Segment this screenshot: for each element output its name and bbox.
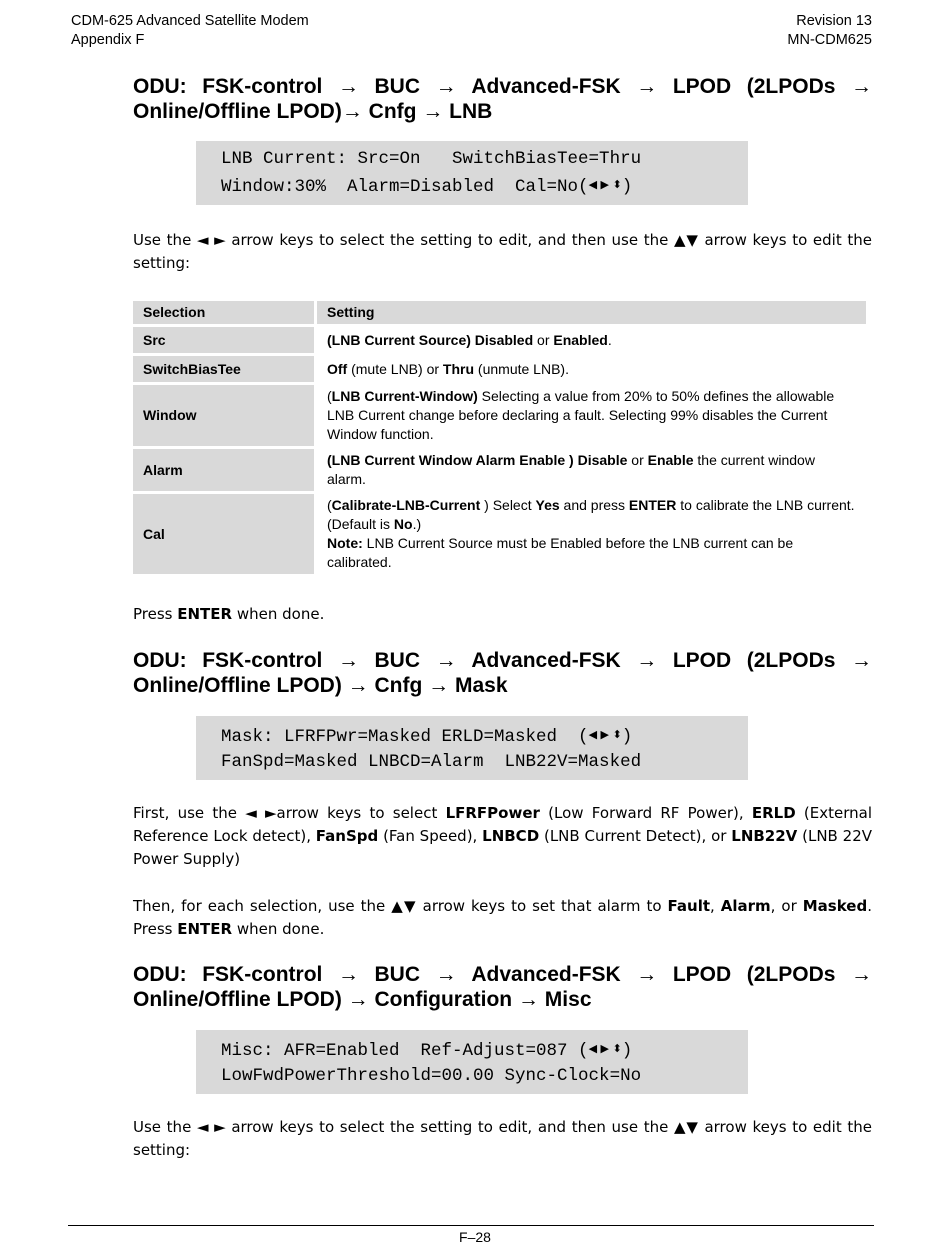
lcd-display-mask [196,716,748,780]
lcd-line: FanSpd=Masked LNBCD=Alarm LNB22V=Masked [221,752,642,772]
selection-cell: Cal [133,494,314,574]
selection-cell: Src [133,327,314,353]
header-left [71,12,309,50]
setting-text: or [533,331,554,348]
table-row [133,494,866,574]
text-run: First, use the ◄ ►arrow keys to select [133,804,446,822]
term-bold: LNBCD [482,827,540,845]
document-title: CDM-625 Advanced Satellite Modem [71,13,309,29]
selection-cell: Alarm [133,449,314,491]
page-number: F–28 [459,1229,491,1245]
setting-bold: ENTER [628,497,677,513]
text-run: (Low Forward RF Power), [539,804,752,822]
header-right [787,12,872,50]
setting-cell [317,327,866,353]
revision-label: Revision 13 [796,13,872,29]
text-run: (LNB 22V Power Supply) [133,827,872,868]
note-label: Note: [327,535,363,551]
setting-bold: LNB Current-Window) [331,388,478,404]
setting-bold: (LNB Current Window Alarm Enable ) Disable [327,452,628,468]
setting-text: (mute LNB) or [347,360,443,377]
setting-bold: Thru [442,360,475,377]
text-run: when done. [232,605,325,623]
lcd-arrows-icon: ◀ ▶ ⬍ [588,1042,622,1055]
setting-cell [317,356,866,382]
lcd-line: LNB Current: Src=On SwitchBiasTee=Thru [221,149,642,169]
text-run: Press [133,605,178,623]
setting-bold: (LNB Current Source) Disabled [327,331,534,348]
setting-text: Selecting a value from 20% to 50% defines the allowable LNB Current change before declaring a fault. Selecting 99% disables the Current Window function. [327,388,835,442]
term-bold: LFRFPower [445,804,540,822]
table-header-row [133,301,866,324]
table-row [133,356,866,382]
appendix-label: Appendix F [71,32,145,48]
setting-cell [317,449,866,491]
term-bold: ERLD [751,804,796,822]
setting-text: ( [327,388,332,404]
term-bold: LNB22V [731,827,798,845]
term-bold: Fault [667,897,711,915]
lcd-arrows-icon: ◀ ▶ ⬍ [588,178,622,191]
selection-cell: SwitchBiasTee [133,356,314,382]
key-label: ENTER [177,920,233,938]
lcd-line: Mask: LFRFPwr=Masked ERLD=Masked ( [221,727,589,747]
text-run: . Press [133,897,872,938]
lcd-line: LowFwdPowerThreshold=00.00 Sync-Clock=No [221,1066,642,1086]
key-label: ENTER [177,605,233,623]
text-run: (External Reference Lock detect), [133,804,872,845]
table-row [133,449,866,491]
mask-select-text [133,802,872,871]
lnb-settings-table [130,298,869,577]
lcd-paren: ) [621,1041,633,1061]
table-row [133,385,866,446]
setting-text: . [607,331,612,348]
cal-description [327,496,856,534]
lcd-line: Misc: AFR=Enabled Ref-Adjust=087 ( [221,1041,589,1061]
setting-text: the current window alarm. [327,452,815,487]
column-header-selection: Selection [133,301,314,324]
section-heading-mask: ODU: FSK-control → BUC → Advanced-FSK → LPOD (2LPODs → Online/Offline LPOD) → Cnfg → Mask [133,649,872,697]
text-run: when done. [232,920,325,938]
lcd-arrows-icon: ◀ ▶ ⬍ [588,728,622,741]
setting-bold: Calibrate-LNB-Current [331,497,481,513]
misc-intro-text: Use the ◄ ► arrow keys to select the setting to edit, and then use the ▲▼ arrow keys to edit the setting: [133,1118,872,1159]
press-enter-text [133,603,872,626]
setting-text: ) Select [480,497,536,513]
setting-text: ( [327,497,332,513]
manual-number: MN-CDM625 [787,32,872,48]
note-text: LNB Current Source must be Enabled before the LNB current can be calibrated. [327,535,794,570]
setting-text: to calibrate the LNB current. (Default is [327,497,855,532]
setting-bold: Enable [647,452,694,468]
term-bold: Masked [802,897,868,915]
text-run: (LNB Current Detect), or [539,827,732,845]
lcd-line: Window:30% Alarm=Disabled Cal=No( [221,177,589,197]
term-bold: FanSpd [315,827,379,845]
setting-text: .) [412,516,422,532]
cal-note [327,534,856,572]
text-run: Then, for each selection, use the ▲▼ arrow keys to set that alarm to [133,897,668,915]
text-run: (Fan Speed), [378,827,483,845]
lcd-display-lnb [196,141,748,205]
lcd-paren: ) [621,727,633,747]
text-run: , [710,897,721,915]
table-row [133,327,866,353]
setting-bold: No [393,516,413,532]
column-header-setting: Setting [317,301,866,324]
selection-cell: Window [133,385,314,446]
lcd-paren: ) [621,177,633,197]
setting-bold: Yes [535,497,560,513]
term-bold: Alarm [720,897,771,915]
setting-text: (unmute LNB). [474,360,569,377]
setting-cell [317,494,866,574]
setting-text: or [627,452,648,468]
setting-bold: Off [327,360,348,377]
section-heading-lnb: ODU: FSK-control → BUC → Advanced-FSK → LPOD (2LPODs → Online/Offline LPOD)→ Cnfg → LNB [133,75,872,123]
footer-rule [68,1225,874,1226]
lcd-display-misc [196,1030,748,1094]
setting-text: and press [559,497,629,513]
setting-cell [317,385,866,446]
mask-set-text [133,895,872,941]
lnb-intro-text: Use the ◄ ► arrow keys to select the setting to edit, and then use the ▲▼ arrow keys to edit the setting: [133,231,872,272]
setting-bold: Enabled [553,331,608,348]
section-heading-misc: ODU: FSK-control → BUC → Advanced-FSK → LPOD (2LPODs → Online/Offline LPOD) → Configuration → Misc [133,963,872,1011]
text-run: , or [770,897,803,915]
